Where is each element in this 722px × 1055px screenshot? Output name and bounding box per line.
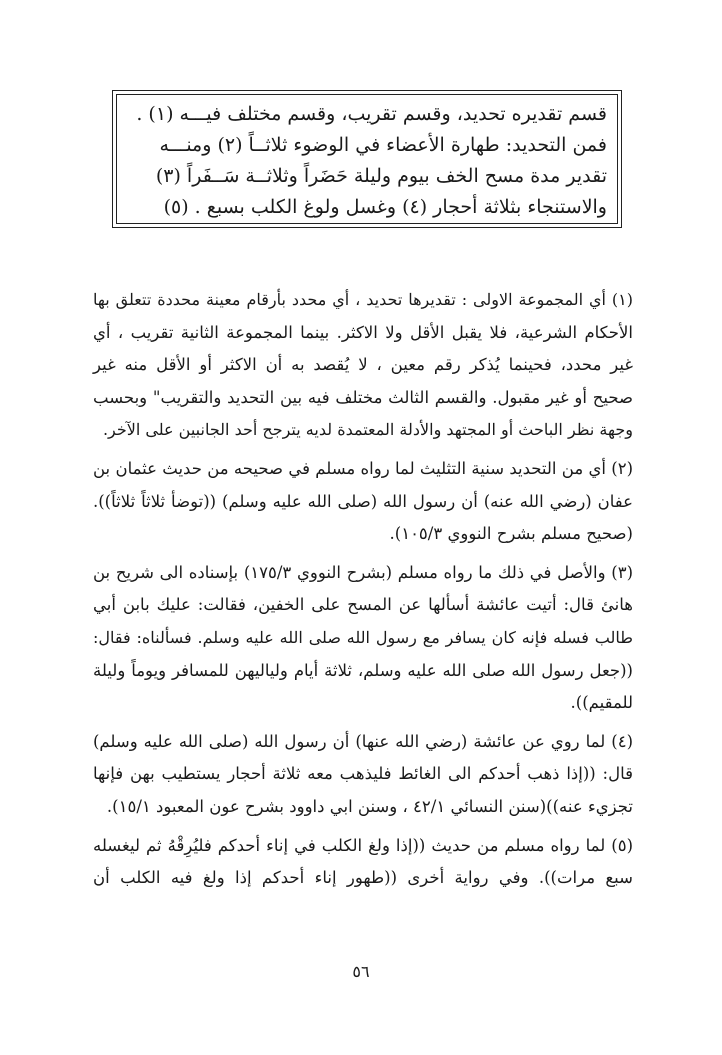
footnote-3-line-1: (٣) والأصل في ذلك ما رواه مسلم (بشرح النووي ١٧٥/٣) بإسناده الى شريح بن xyxy=(93,562,633,582)
footnote-3-line-2: هانئ قال: أتيت عائشة أسألها عن المسح على الخفين، فقالت: عليك بابن أبي xyxy=(93,595,633,615)
footnote-2-line-3: (صحيح مسلم بشرح النووي ١٠٥/٣). xyxy=(389,524,633,544)
footnote-1-line-2: الأحكام الشرعية، فلا يقبل الأقل ولا الاكثر. بينما المجموعة الثانية تقريب ، أي xyxy=(93,322,633,342)
footnote-1 xyxy=(93,284,633,447)
footnote-2-line-1: (٢) أي من التحديد سنية التثليث لما رواه مسلم في صحيحه من حديث عثمان بن xyxy=(93,458,633,478)
footnote-3 xyxy=(93,557,633,720)
box-line-4: والاستنجاء بثلاثة أحجار (٤) وغسل ولوغ الكلب بسبع . (٥) xyxy=(163,196,607,218)
box-line-2: فمن التحديد: طهارة الأعضاء في الوضوء ثلاثــاً (٢) ومنـــه xyxy=(159,134,607,156)
box-line-1: قسم تقديره تحديد، وقسم تقريب، وقسم مختلف فيـــه (١) . xyxy=(136,103,607,125)
footnote-5-line-1: (٥) لما رواه مسلم من حديث ((إذا ولغ الكلب في إناء أحدكم فليُرِقْهُ ثم ليغسله xyxy=(93,835,633,855)
footnote-1-line-3: غير محدد، فحينما يُذكر رقم معين ، لا يُقصد به أن الاكثر أو الأقل منه غير xyxy=(93,355,633,375)
footnote-5 xyxy=(93,830,633,895)
footnote-4 xyxy=(93,726,633,824)
boxed-main-text xyxy=(116,94,618,224)
footnote-2-line-2: عفان (رضي الله عنه) أن رسول الله (صلى الله عليه وسلم) ((توضأ ثلاثاً ثلاثاً)). xyxy=(93,491,633,511)
footnote-5-line-2: سبع مرات)). وفي رواية أخرى ((طهور إناء أحدكم إذا ولغ فيه الكلب أن xyxy=(93,868,633,888)
page-number: ٥٦ xyxy=(352,962,370,981)
footnote-4-line-1: (٤) لما روي عن عائشة (رضي الله عنها) أن رسول الله (صلى الله عليه وسلم) xyxy=(93,731,633,751)
footnote-1-line-1: (١) أي المجموعة الاولى : تقديرها تحديد ، أي محدد بأرقام معينة محددة تتعلق بها xyxy=(93,290,633,309)
footnote-1-line-4: صحيح أو غير مقبول. والقسم الثالث مختلف فيه بين التحديد والتقريب" وبحسب xyxy=(93,387,633,407)
footnote-3-line-5: للمقيم)). xyxy=(570,693,633,713)
footnote-3-line-4: ((جعل رسول الله صلى الله عليه وسلم، ثلاثة أيام ولياليهن للمسافر ويوماً وليلة xyxy=(93,660,633,680)
footnote-4-line-2: قال: ((إذا ذهب أحدكم الى الغائط فليذهب معه ثلاثة أحجار يستطيب بهن فإنها xyxy=(93,764,633,784)
footnote-4-line-3: تجزيء عنه))(سنن النسائي ٤٢/١ ، وسنن ابي داوود بشرح عون المعبود ١٥/١). xyxy=(106,796,633,816)
footnote-1-line-5: وجهة نظر الباحث أو المجتهد والأدلة المعتمدة لديه يترجح أحد الجانبين على الآخر. xyxy=(102,420,633,440)
footnote-3-line-3: طالب فسله فإنه كان يسافر مع رسول الله صلى الله عليه وسلم. فسألناه: فقال: xyxy=(93,627,633,647)
footnote-2 xyxy=(93,453,633,551)
footnotes-section xyxy=(93,284,633,901)
box-line-3: تقدير مدة مسح الخف بيوم وليلة حَضَراً وثلاثــة سَــفَراً (٣) xyxy=(155,165,607,187)
